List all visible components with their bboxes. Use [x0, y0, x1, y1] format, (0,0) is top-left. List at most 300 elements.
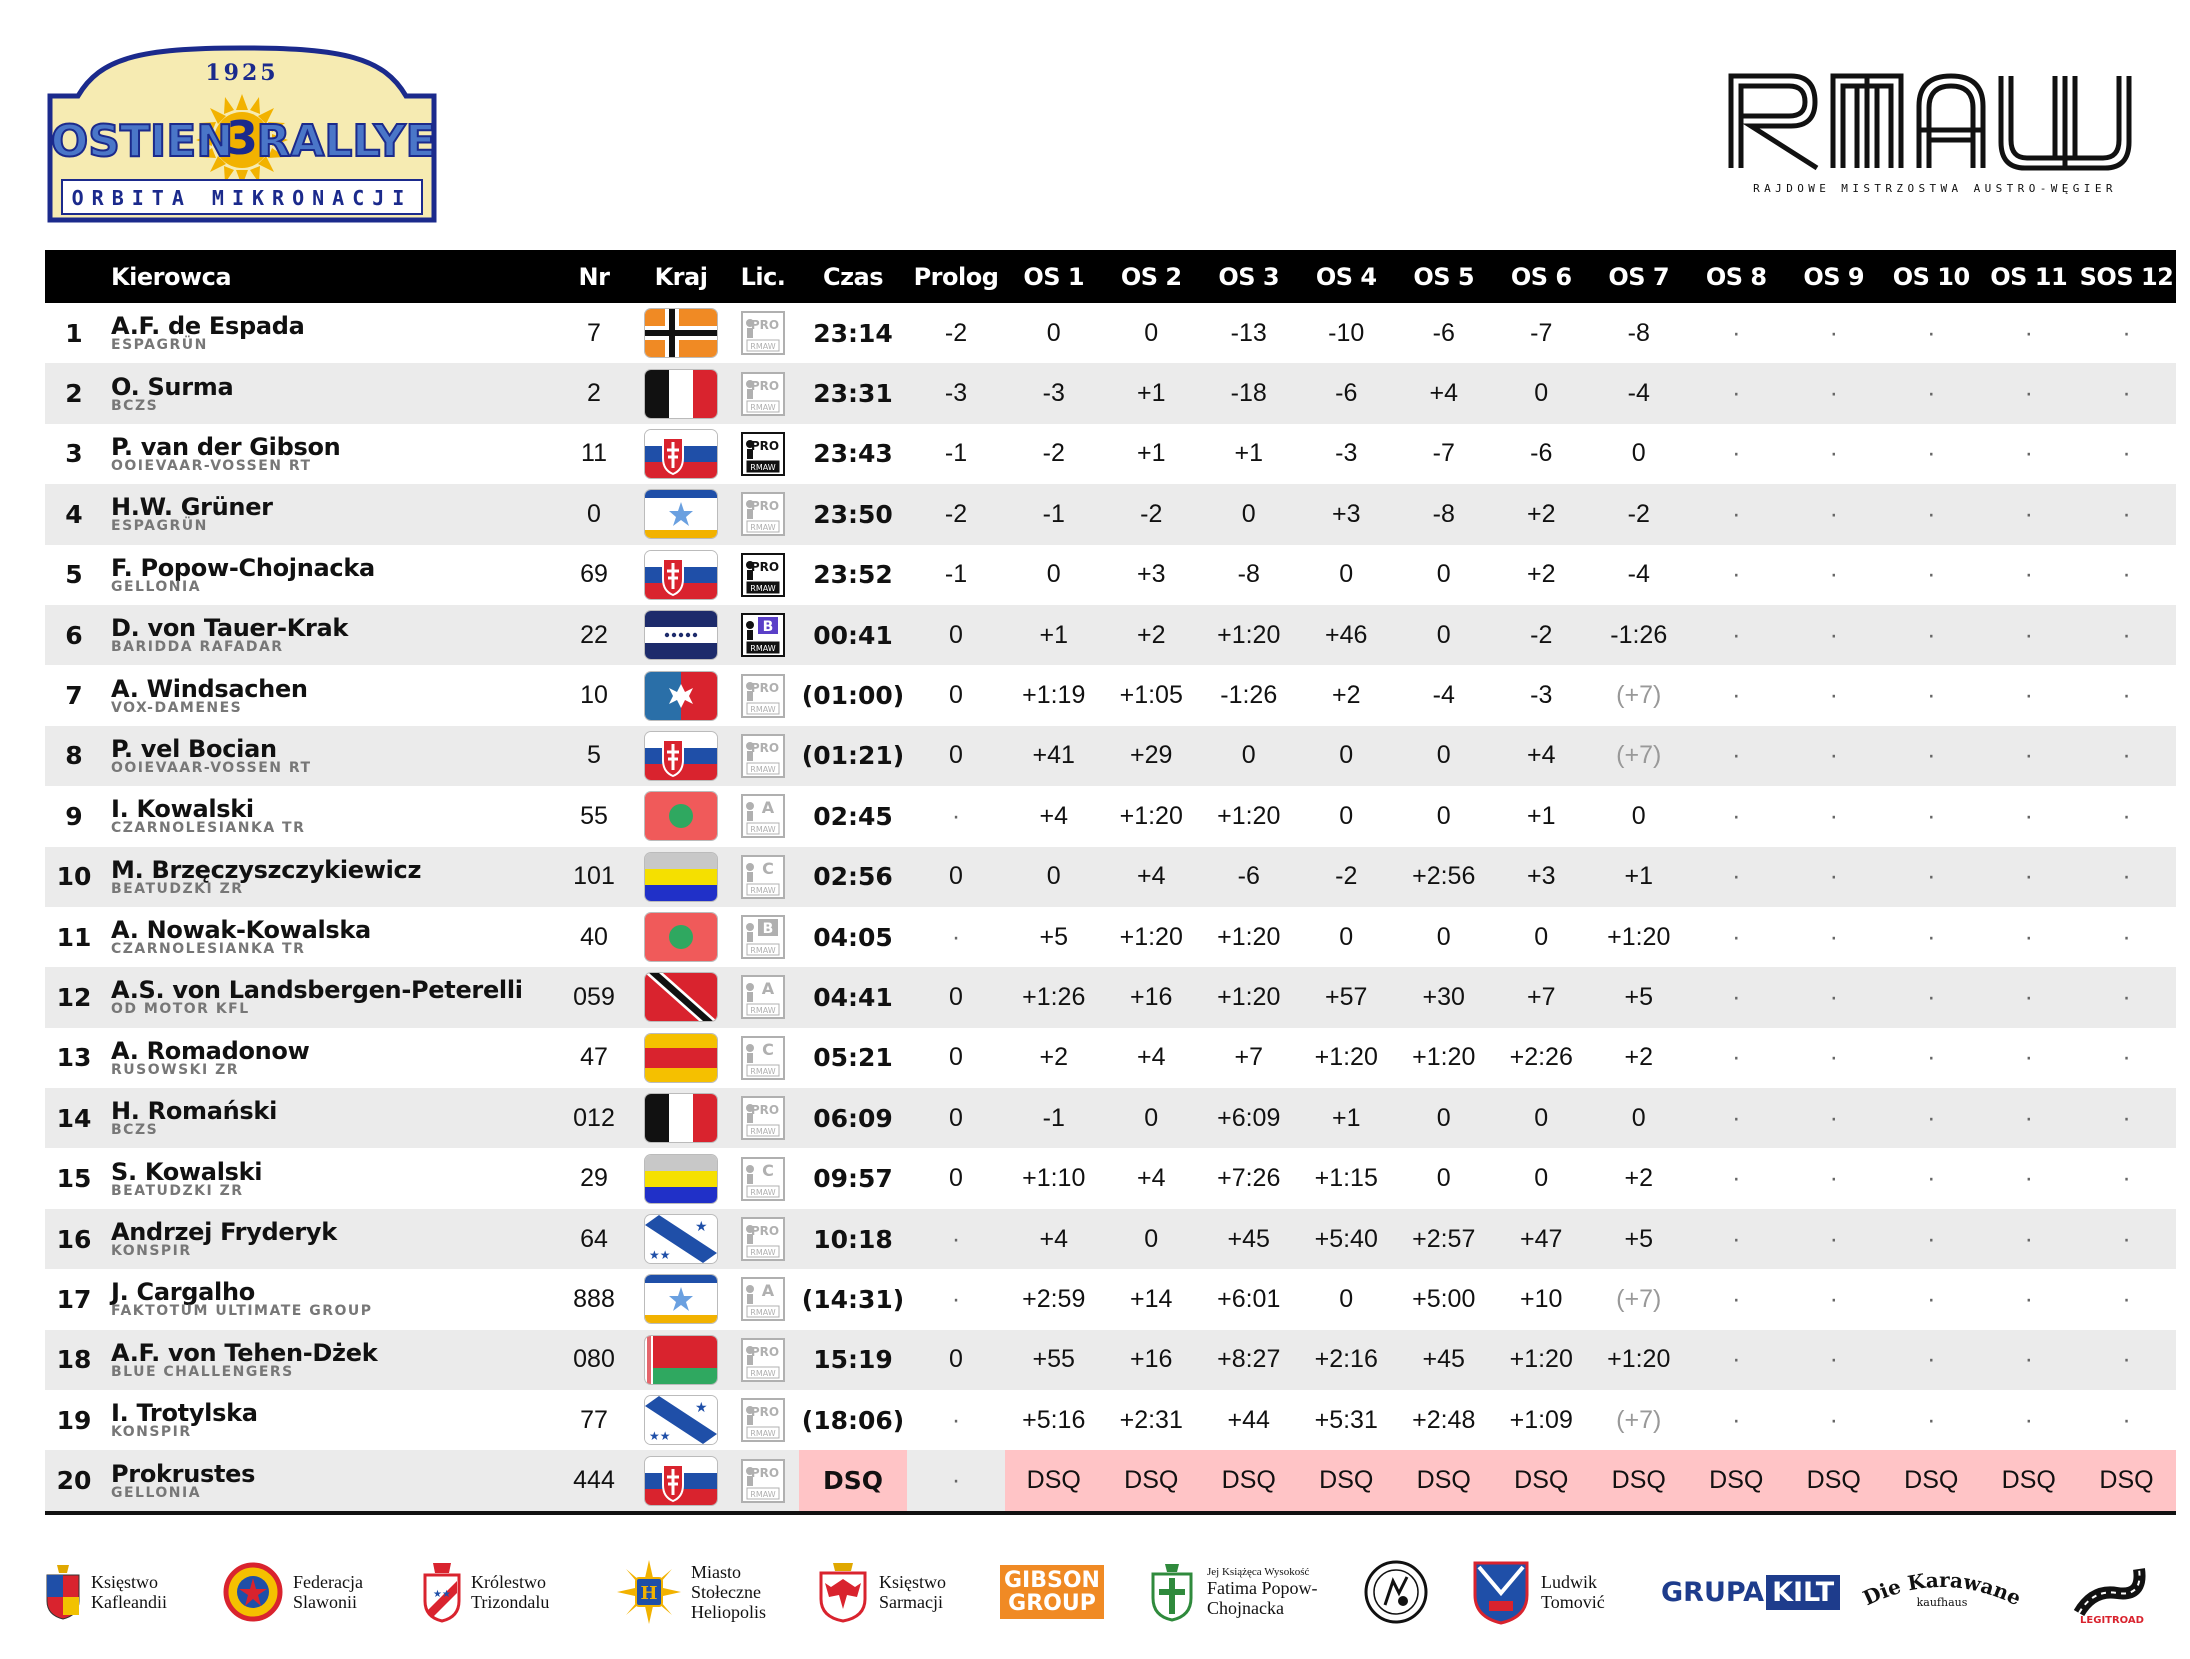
- driver-team: ESPAGRÜN: [111, 518, 208, 535]
- stage-cell: ·: [1688, 726, 1786, 786]
- driver-team: VOX-DAMENES: [111, 699, 243, 716]
- stage-cell: ·: [1883, 1209, 1981, 1269]
- licence-badge-icon: [741, 432, 785, 476]
- table-row: [45, 847, 2176, 907]
- driver-name: J. Cargalho: [111, 1278, 255, 1307]
- stage-cell: ·: [2078, 1330, 2176, 1390]
- stage-cell: ·: [1927, 1043, 1936, 1072]
- svg-text:RMAW: RMAW: [750, 885, 776, 895]
- stage-cell: -6: [1530, 439, 1553, 468]
- position-cell: 15: [56, 1164, 92, 1194]
- stage-cell: +1:10: [1022, 1164, 1086, 1193]
- stage-cell: ·: [1927, 681, 1936, 710]
- svg-text:PRO: PRO: [750, 680, 780, 695]
- country-flag-icon: [645, 792, 717, 840]
- stage-cell: +2:56: [1395, 847, 1493, 907]
- stage-cell: 0: [907, 605, 1005, 665]
- position-cell: 10: [45, 847, 103, 907]
- stage-cell: 0: [907, 967, 1005, 1027]
- licence-cell: [727, 303, 799, 363]
- stage-cell: (+7): [1616, 1284, 1662, 1313]
- driver-name: Prokrustes: [111, 1459, 256, 1488]
- stage-cell: DSQ: [1005, 1450, 1103, 1512]
- svg-text:RMAW: RMAW: [750, 1066, 776, 1076]
- stage-cell: ·: [2122, 1284, 2131, 1313]
- number-cell: 64: [553, 1209, 635, 1269]
- stage-cell: ·: [1732, 801, 1741, 830]
- sponsor-emblem: [1363, 1548, 1429, 1636]
- stage-cell: +1: [1298, 1088, 1396, 1148]
- sarmacja-eagle-icon: [817, 1561, 869, 1623]
- licence-badge-icon: [741, 613, 785, 657]
- stage-cell: ·: [1785, 1088, 1883, 1148]
- stage-cell: +4: [1136, 1043, 1166, 1072]
- table-row: [45, 967, 2176, 1027]
- country-flag-icon: [645, 1215, 717, 1263]
- svg-text:RMAW: RMAW: [750, 1187, 776, 1197]
- country-flag-icon: [645, 551, 717, 599]
- total-time-cell: 10:18: [799, 1209, 907, 1269]
- licence-badge-icon: [741, 1459, 785, 1503]
- svg-text:RMAW: RMAW: [750, 825, 776, 835]
- stage-cell: ·: [2024, 1043, 2033, 1072]
- stage-cell: +1: [1526, 801, 1556, 830]
- stage-cell: ·: [1883, 726, 1981, 786]
- svg-text:RMAW: RMAW: [750, 946, 776, 956]
- stage-cell: -2: [1493, 605, 1591, 665]
- total-time-cell: 23:14: [813, 318, 893, 348]
- licence-cell: [727, 726, 799, 786]
- stage-cell: -6: [1298, 363, 1396, 423]
- stage-cell: +1: [1590, 847, 1688, 907]
- stage-cell: 0: [1590, 1088, 1688, 1148]
- stage-cell: +1:09: [1509, 1405, 1573, 1434]
- driver-cell: [103, 363, 553, 423]
- stage-cell: +16: [1103, 1330, 1201, 1390]
- table-row: [45, 1390, 2176, 1450]
- stage-cell: +2: [1331, 681, 1361, 710]
- number-cell: 40: [580, 922, 608, 951]
- stage-cell: ·: [1980, 1209, 2078, 1269]
- stage-cell: ·: [1883, 847, 1981, 907]
- svg-text:PRO: PRO: [750, 1224, 780, 1239]
- country-flag-icon: [645, 611, 717, 659]
- svg-text:A: A: [761, 798, 775, 818]
- sponsor-grupa-kilt: [1661, 1548, 1840, 1636]
- licence-cell: [727, 967, 799, 1027]
- svg-text:PRO: PRO: [750, 438, 780, 453]
- table-body: [45, 303, 2176, 1513]
- stage-cell: ·: [907, 1450, 1005, 1512]
- stage-cell: 0: [949, 681, 963, 710]
- licence-badge-icon: [741, 1398, 785, 1442]
- svg-text:RMAW: RMAW: [750, 1368, 776, 1378]
- country-cell: [635, 1390, 727, 1450]
- stage-cell: -8: [1237, 560, 1260, 589]
- stage-cell: DSQ: [1395, 1450, 1493, 1512]
- stage-cell: +2: [1624, 1164, 1653, 1193]
- stage-cell: ·: [1688, 1209, 1786, 1269]
- stage-cell: +1:05: [1119, 681, 1183, 710]
- licence-badge-icon: [741, 1277, 785, 1321]
- stage-cell: ·: [1980, 1330, 2078, 1390]
- licence-cell: [727, 907, 799, 967]
- column-header: OS 3: [1200, 250, 1298, 303]
- stage-cell: +46: [1298, 605, 1396, 665]
- number-cell: 059: [553, 967, 635, 1027]
- table-row: [45, 1209, 2176, 1269]
- column-header: OS 4: [1298, 250, 1396, 303]
- licence-cell: [727, 1088, 799, 1148]
- stage-cell: -18: [1200, 363, 1298, 423]
- licence-badge-icon: [741, 1096, 785, 1140]
- stage-cell: ·: [2122, 922, 2131, 951]
- svg-text:RMAW: RMAW: [750, 342, 776, 352]
- position-cell: 6: [45, 605, 103, 665]
- column-header: Kierowca: [103, 250, 553, 303]
- stage-cell: -13: [1230, 318, 1267, 347]
- column-header: OS 5: [1395, 250, 1493, 303]
- country-cell: [635, 1330, 727, 1390]
- stage-cell: +5: [1590, 967, 1688, 1027]
- driver-name: S. Kowalski: [111, 1157, 263, 1186]
- number-cell: 10: [580, 681, 608, 710]
- stage-cell: -1:26: [1590, 605, 1688, 665]
- country-cell: [635, 967, 727, 1027]
- position-cell: 12: [45, 967, 103, 1027]
- column-header: OS 10: [1883, 250, 1981, 303]
- driver-name: A.F. de Espada: [111, 312, 305, 341]
- stage-cell: +2:48: [1412, 1405, 1476, 1434]
- stage-cell: 0: [907, 1330, 1005, 1390]
- stage-cell: DSQ: [1980, 1450, 2078, 1512]
- licence-badge-icon: [741, 372, 785, 416]
- stage-cell: -6: [1432, 318, 1455, 347]
- stage-cell: +4: [1395, 363, 1493, 423]
- licence-cell: [727, 545, 799, 605]
- svg-text:★★: ★★: [433, 1589, 451, 1600]
- svg-text:C: C: [762, 858, 774, 878]
- stage-cell: ·: [1785, 1330, 1883, 1390]
- stage-cell: 0: [907, 726, 1005, 786]
- position-cell: 18: [45, 1330, 103, 1390]
- position-cell: 11: [56, 922, 92, 952]
- column-header: Lic.: [727, 250, 799, 303]
- position-cell: 16: [45, 1209, 103, 1269]
- licence-cell: [727, 1450, 799, 1512]
- grupa-kilt-logo: GRUPA KILT: [1661, 1575, 1840, 1610]
- stage-cell: +8:27: [1200, 1330, 1298, 1390]
- table-row: [45, 786, 2176, 846]
- stage-cell: 0: [1493, 363, 1591, 423]
- rmaw-logo: [1725, 70, 2145, 198]
- driver-name: D. von Tauer-Krak: [111, 614, 349, 643]
- number-cell: 444: [553, 1450, 635, 1512]
- total-time-cell: 02:45: [813, 801, 893, 831]
- stage-cell: 0: [1339, 1284, 1354, 1313]
- stage-cell: ·: [1732, 1405, 1741, 1434]
- driver-team: BCZS: [111, 1122, 159, 1139]
- stage-cell: ·: [2024, 801, 2033, 830]
- stage-cell: 0: [1534, 922, 1549, 951]
- table-row: [45, 907, 2176, 967]
- stage-cell: -2: [944, 318, 968, 347]
- stage-cell: +1: [1136, 439, 1166, 468]
- country-cell: [635, 907, 727, 967]
- driver-cell: [103, 967, 553, 1027]
- stage-cell: ·: [2122, 318, 2131, 347]
- driver-cell: [103, 1148, 553, 1208]
- licence-badge-icon: [741, 311, 785, 355]
- stage-cell: ·: [951, 1284, 961, 1313]
- stage-cell: ·: [2122, 439, 2131, 468]
- driver-team: OOIEVAAR-VOSSEN RT: [111, 759, 312, 776]
- stage-cell: ·: [2122, 801, 2131, 830]
- driver-team: FAKTOTUM ULTIMATE GROUP: [111, 1303, 373, 1320]
- stage-cell: -3: [1005, 363, 1103, 423]
- driver-cell: [103, 1390, 553, 1450]
- licence-badge-icon: [741, 794, 785, 838]
- svg-text:1925: 1925: [205, 60, 279, 86]
- driver-cell: [103, 605, 553, 665]
- svg-text:PRO: PRO: [750, 1103, 780, 1118]
- rmaw-wordmark-icon: [1725, 70, 2145, 198]
- stage-cell: +45: [1200, 1209, 1298, 1269]
- driver-name: P. vel Bocian: [111, 734, 277, 763]
- country-cell: [635, 1088, 727, 1148]
- licence-badge-icon: [741, 734, 785, 778]
- stage-cell: ·: [2078, 847, 2176, 907]
- table-row: [45, 605, 2176, 665]
- stage-cell: ·: [1927, 922, 1936, 951]
- stage-cell: +1:20: [1200, 605, 1298, 665]
- number-cell: 55: [580, 801, 608, 830]
- stage-cell: +2: [1493, 484, 1591, 544]
- stage-cell: ·: [1732, 922, 1741, 951]
- stage-cell: +55: [1005, 1330, 1103, 1390]
- country-cell: [635, 1209, 727, 1269]
- number-cell: 11: [581, 439, 607, 468]
- driver-name: A.S. von Landsbergen-Peterelli: [111, 976, 523, 1005]
- number-cell: 47: [580, 1043, 608, 1072]
- licence-badge-icon: [741, 915, 785, 959]
- stage-cell: ·: [1927, 1405, 1936, 1434]
- stage-cell: +1:20: [1217, 922, 1281, 951]
- stage-cell: ·: [2078, 1209, 2176, 1269]
- heliopolis-sun-icon: [617, 1560, 681, 1624]
- total-time-cell: DSQ: [799, 1450, 907, 1512]
- stage-cell: -4: [1590, 363, 1688, 423]
- svg-text:RMAW: RMAW: [750, 523, 776, 533]
- stage-cell: ·: [1785, 1209, 1883, 1269]
- stage-cell: 0: [1005, 847, 1103, 907]
- stage-cell: +1: [1005, 605, 1103, 665]
- driver-name: A. Windsachen: [111, 674, 308, 703]
- country-cell: [635, 1269, 727, 1329]
- stage-cell: 0: [1103, 1209, 1201, 1269]
- column-header: OS 7: [1590, 250, 1688, 303]
- stage-cell: +4: [1136, 1164, 1166, 1193]
- licence-cell: [727, 1028, 799, 1088]
- stage-cell: +14: [1130, 1284, 1173, 1313]
- country-flag-icon: [645, 672, 717, 720]
- position-cell: 9: [65, 801, 83, 831]
- driver-cell: [103, 484, 553, 544]
- driver-team: BLUE CHALLENGERS: [111, 1363, 294, 1380]
- stage-cell: +1: [1103, 363, 1201, 423]
- stage-cell: +45: [1395, 1330, 1493, 1390]
- driver-team: BEATUDZKI ZR: [111, 880, 244, 897]
- country-flag-icon: [645, 490, 717, 538]
- licence-badge-icon: [741, 553, 785, 597]
- licence-cell: [727, 484, 799, 544]
- stage-cell: +6:09: [1200, 1088, 1298, 1148]
- svg-text:RALLYE: RALLYE: [256, 116, 436, 167]
- total-time-cell: 06:09: [799, 1088, 907, 1148]
- sponsor-tomovic: Ludwik Tomović: [1471, 1548, 1605, 1636]
- total-time-cell: 00:41: [799, 605, 907, 665]
- licence-cell: [727, 1148, 799, 1208]
- stage-cell: ·: [2024, 681, 2033, 710]
- driver-name: F. Popow-Chojnacka: [111, 553, 375, 582]
- licence-cell: [727, 363, 799, 423]
- column-header: OS 11: [1980, 250, 2078, 303]
- stage-cell: ·: [1883, 605, 1981, 665]
- stage-cell: +2: [1526, 560, 1556, 589]
- svg-text:RMAW: RMAW: [750, 1127, 776, 1137]
- stage-cell: ·: [1785, 726, 1883, 786]
- stage-cell: ·: [1927, 560, 1936, 589]
- stage-cell: +2:59: [1022, 1284, 1086, 1313]
- stage-cell: 0: [907, 1088, 1005, 1148]
- number-cell: 888: [573, 1284, 615, 1313]
- country-flag-icon: [645, 853, 717, 901]
- stage-cell: DSQ: [1883, 1450, 1981, 1512]
- stage-cell: ·: [1732, 560, 1741, 589]
- total-time-cell: 09:57: [813, 1164, 893, 1194]
- driver-cell: [103, 1269, 553, 1329]
- driver-cell: [103, 907, 553, 967]
- column-header: OS 8: [1688, 250, 1786, 303]
- stage-cell: +1:20: [1607, 922, 1671, 951]
- driver-name: Andrzej Fryderyk: [111, 1218, 337, 1247]
- driver-name: H. Romański: [111, 1097, 277, 1126]
- driver-cell: [103, 545, 553, 605]
- stage-cell: -10: [1328, 318, 1365, 347]
- stage-cell: +2:57: [1395, 1209, 1493, 1269]
- kafleandia-crest-icon: [45, 1563, 81, 1621]
- stage-cell: ·: [1883, 363, 1981, 423]
- stage-cell: 0: [1339, 922, 1354, 951]
- driver-team: ESPAGRÜN: [111, 337, 208, 354]
- svg-text:RMAW: RMAW: [750, 1006, 776, 1016]
- stage-cell: -1: [1005, 484, 1103, 544]
- position-cell: 14: [45, 1088, 103, 1148]
- stage-cell: +30: [1395, 967, 1493, 1027]
- driver-cell: [103, 847, 553, 907]
- svg-text:PRO: PRO: [750, 499, 780, 514]
- country-cell: [635, 1450, 727, 1512]
- sponsor-road: [2073, 1548, 2151, 1636]
- position-cell: 13: [56, 1043, 92, 1073]
- stage-cell: -2: [1298, 847, 1396, 907]
- position-cell: 5: [65, 560, 83, 590]
- results-table: [45, 250, 2176, 1515]
- stage-cell: -7: [1530, 318, 1553, 347]
- total-time-cell: 23:43: [813, 439, 893, 469]
- stage-cell: ·: [1829, 318, 1838, 347]
- total-time-cell: 23:50: [799, 484, 907, 544]
- stage-cell: ·: [2024, 439, 2033, 468]
- stage-cell: -1: [944, 560, 968, 589]
- licence-badge-icon: [741, 975, 785, 1019]
- driver-name: A. Romadonow: [111, 1036, 310, 1065]
- stage-cell: -3: [1530, 681, 1553, 710]
- stage-cell: +44: [1227, 1405, 1270, 1434]
- stage-cell: 0: [1395, 726, 1493, 786]
- stage-cell: (+7): [1590, 726, 1688, 786]
- driver-cell: [103, 726, 553, 786]
- driver-team: RUSOWSKI ZR: [111, 1061, 240, 1078]
- stage-cell: +2: [1103, 605, 1201, 665]
- svg-text:RMAW: RMAW: [750, 764, 776, 774]
- driver-name: P. van der Gibson: [111, 432, 341, 461]
- stage-cell: 0: [1144, 318, 1159, 347]
- country-flag-icon: [645, 1336, 717, 1384]
- svg-text:PRO: PRO: [750, 559, 780, 574]
- number-cell: 101: [553, 847, 635, 907]
- stage-cell: ·: [1732, 1164, 1741, 1193]
- karawane-wordmark-icon: [1857, 1562, 2027, 1622]
- stage-cell: ·: [1829, 1164, 1838, 1193]
- position-cell: 8: [45, 726, 103, 786]
- stage-cell: ·: [907, 1209, 1005, 1269]
- driver-team: OOIEVAAR-VOSSEN RT: [111, 457, 312, 474]
- stage-cell: +2: [1624, 1043, 1653, 1072]
- stage-cell: -3: [907, 363, 1005, 423]
- table-row: [45, 303, 2176, 363]
- position-cell: 19: [56, 1405, 92, 1435]
- stage-cell: ·: [2024, 1164, 2033, 1193]
- licence-badge-icon: [741, 1217, 785, 1261]
- stage-cell: ·: [1688, 605, 1786, 665]
- driver-team: OD MOTOR KFL: [111, 1001, 250, 1018]
- stage-cell: +3: [1493, 847, 1591, 907]
- stage-cell: +5: [1039, 922, 1068, 951]
- total-time-cell: 04:05: [813, 922, 893, 952]
- stage-cell: ·: [1883, 484, 1981, 544]
- column-header: OS 9: [1785, 250, 1883, 303]
- stage-cell: ·: [1927, 439, 1936, 468]
- stage-cell: ·: [1829, 439, 1838, 468]
- stage-cell: 0: [1534, 1164, 1549, 1193]
- number-cell: 0: [553, 484, 635, 544]
- slawonia-emblem-icon: [223, 1562, 283, 1622]
- stage-cell: ·: [1688, 484, 1786, 544]
- stage-cell: DSQ: [1493, 1450, 1591, 1512]
- table-row: [45, 1028, 2176, 1088]
- stage-cell: ·: [2078, 726, 2176, 786]
- column-header: SOS 12: [2078, 250, 2176, 303]
- total-time-cell: (18:06): [801, 1405, 905, 1435]
- stage-cell: +2:16: [1298, 1330, 1396, 1390]
- svg-text:PRO: PRO: [750, 1405, 780, 1420]
- stage-cell: -3: [1335, 439, 1358, 468]
- stage-cell: 0: [1436, 801, 1451, 830]
- stage-cell: +2:31: [1119, 1405, 1183, 1434]
- stage-cell: ·: [2078, 484, 2176, 544]
- stage-cell: -6: [1200, 847, 1298, 907]
